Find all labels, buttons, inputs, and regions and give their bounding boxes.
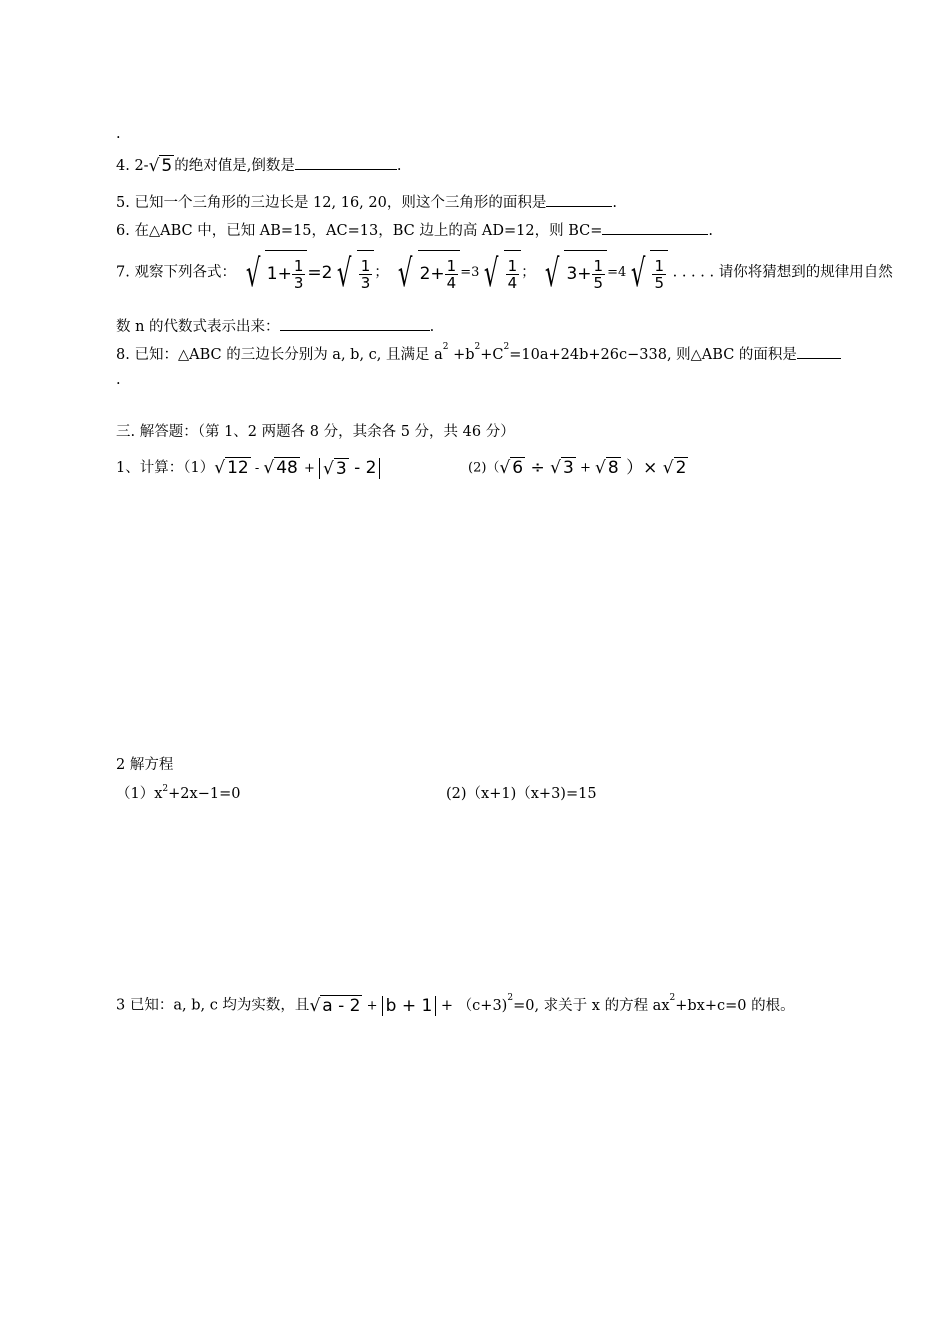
stray-dot: . xyxy=(116,126,121,142)
problem-2-eq2: (2)（x+1)（x+3)=15 xyxy=(446,786,597,802)
q4-prefix: 4. 2- xyxy=(116,158,149,174)
q4-suffix: 的绝对值是,倒数是 xyxy=(174,158,295,174)
question-4 xyxy=(116,155,401,176)
q7-expr-1: √ 1 + $\frac{1}{3}$ =2 √ $\frac{1}{3}$ ； xyxy=(245,251,389,295)
question-5 xyxy=(116,192,617,212)
question-6 xyxy=(116,220,713,240)
p1-sqrt-48: √ 48 xyxy=(263,458,298,479)
p1-abs: √ 3 - 2 xyxy=(319,458,380,479)
q5-end: . xyxy=(612,195,617,211)
q7-prefix: 7. 观察下列各式： xyxy=(116,264,236,281)
q7-end: . xyxy=(429,319,435,335)
problem-2-eq1: $(1)x^2+2x-1=0$ xyxy=(116,784,241,802)
p3-sqrt: √ a - 2 xyxy=(309,996,361,1016)
p1-sqrt-6: √ 6 xyxy=(499,458,524,478)
q8-dot: . xyxy=(116,372,121,388)
q7-expr-2: √ 2 + $\frac{1}{4}$ =3 √ $\frac{1}{4}$ ； xyxy=(398,251,536,295)
q6-end: . xyxy=(708,223,714,239)
q7-line2: 数 n 的代数式表示出来： xyxy=(116,319,280,335)
problem-2-label: 2 解方程 xyxy=(116,757,174,773)
q5-text: 5. 已知一个三角形的三边长是 12, 16, 20，则这个三角形的面积是 xyxy=(116,195,547,211)
q8-text: 8. 已知：△ABC 的三边长分别为 a, b, c, 且满足 a xyxy=(116,347,443,363)
question-8: 8. 已知：△ABC 的三边长分别为 a, b, c, 且满足 $a^2 +b^2+C^2=10a+24b+26c-338$, 则△ABC 的面积是 xyxy=(116,344,841,364)
p1-sqrt-8: √ 8 xyxy=(595,458,619,478)
p1-sqrt-2: √ 2 xyxy=(662,458,687,478)
p1-sqrt-3: √ 3 xyxy=(550,458,574,478)
p1-label: 1、计算： xyxy=(116,459,184,476)
question-7 xyxy=(116,250,893,296)
q7-expr-3: √ 3 + $\frac{1}{5}$ =4 √ $\frac{1}{5}$ xyxy=(540,265,672,281)
p3-abs: b + 1 xyxy=(382,996,437,1016)
question-7-line2 xyxy=(116,316,434,336)
problem-3: 3 已知：a, b, c 均为实数，且√ a - 2 + b + 1 + （c+3)$^2$=0, 求关于 x 的方程 $ax^2+bx+c=0$ 的根。 xyxy=(116,993,795,1016)
q4-answer-blank[interactable] xyxy=(295,155,397,170)
section-3-title: 三. 解答题：（第 1、2 两题各 8 分，其余各 5 分，共 46 分） xyxy=(116,424,515,440)
problem-1-part-2: (2)（√ 6 ÷ √ 3 + √ 8 ）× √ 2 xyxy=(468,458,687,478)
q7-tail: . . . . . 请你将猜想到的规律用自然 xyxy=(672,264,893,281)
p1-sqrt-12: √ 12 xyxy=(214,458,249,479)
q4-sqrt: √ 5 xyxy=(148,155,173,176)
q8-answer-blank[interactable] xyxy=(797,344,841,359)
q6-answer-blank[interactable] xyxy=(602,220,708,235)
q5-answer-blank[interactable] xyxy=(546,192,612,207)
problem-1: 1、计算：（1）√ 12 - √ 48 + √ 3 - 2 xyxy=(116,458,380,479)
q7-answer-blank[interactable] xyxy=(280,316,430,331)
q4-end: . xyxy=(396,158,402,174)
q6-text: 6. 在△ABC 中，已知 AB=15，AC=13，BC 边上的高 AD=12，则 BC= xyxy=(116,223,603,239)
